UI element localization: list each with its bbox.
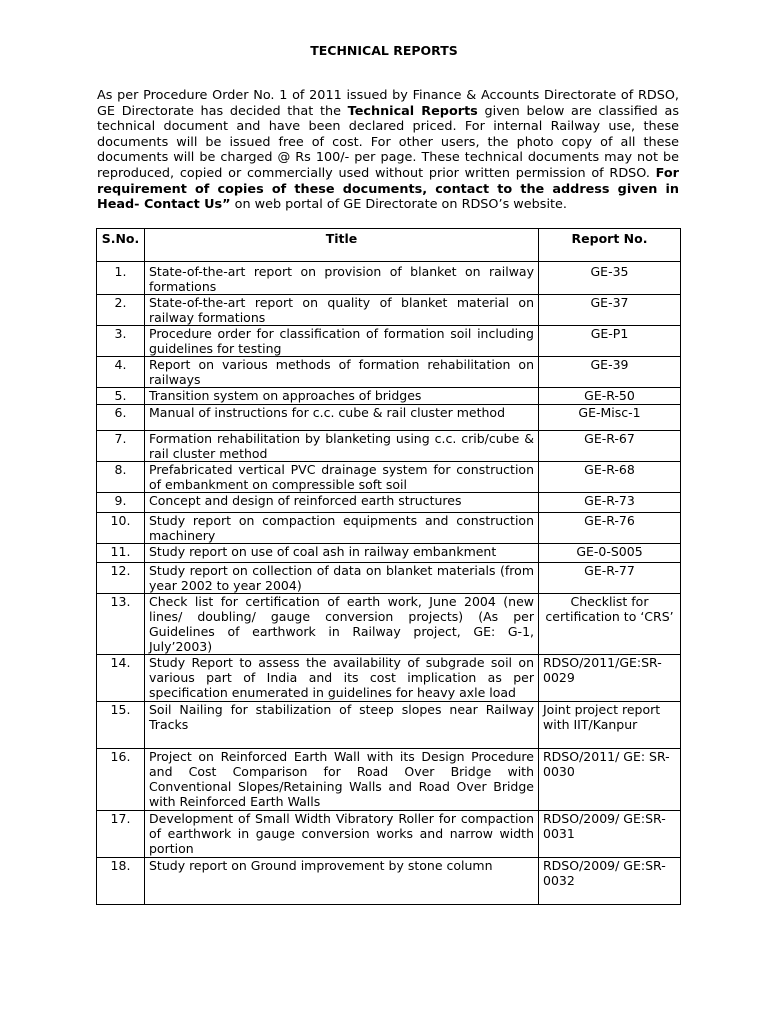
row-report-no: GE-P1: [539, 326, 681, 357]
table-row: [97, 858, 681, 905]
row-report-no: Joint project report with IIT/Kanpur: [539, 702, 681, 749]
row-sno: 9.: [97, 493, 145, 513]
header-report-no: Report No.: [539, 229, 681, 262]
table-row: [97, 493, 681, 513]
row-sno: 2.: [97, 295, 145, 326]
row-sno: 4.: [97, 357, 145, 388]
row-sno: 16.: [97, 749, 145, 811]
table-row: [97, 702, 681, 749]
row-title: Development of Small Width Vibratory Roller for compaction of earthwork in gauge conversion works and narrow width portion: [145, 811, 539, 858]
row-title: Study report on use of coal ash in railway embankment: [145, 544, 539, 563]
row-report-no: RDSO/2011/ GE: SR-0030: [539, 749, 681, 811]
row-sno: 5.: [97, 388, 145, 405]
row-sno: 13.: [97, 594, 145, 655]
row-sno: 11.: [97, 544, 145, 563]
row-title: Study report on compaction equipments and construction machinery: [145, 513, 539, 544]
table-row: [97, 594, 681, 655]
row-report-no: GE-35: [539, 262, 681, 295]
table-row: [97, 431, 681, 462]
row-sno: 10.: [97, 513, 145, 544]
row-title: Manual of instructions for c.c. cube & rail cluster method: [145, 405, 539, 431]
row-report-no: GE-R-68: [539, 462, 681, 493]
row-report-no: RDSO/2011/GE:SR-0029: [539, 655, 681, 702]
row-report-no: RDSO/2009/ GE:SR-0032: [539, 858, 681, 905]
row-title: State-of-the-art report on provision of blanket on railway formations: [145, 262, 539, 295]
intro-paragraph: [97, 88, 679, 213]
table-row: [97, 811, 681, 858]
row-report-no: RDSO/2009/ GE:SR-0031: [539, 811, 681, 858]
row-title: Soil Nailing for stabilization of steep slopes near Railway Tracks: [145, 702, 539, 749]
row-title: Concept and design of reinforced earth structures: [145, 493, 539, 513]
row-report-no: GE-R-77: [539, 563, 681, 594]
row-sno: 7.: [97, 431, 145, 462]
row-title: Project on Reinforced Earth Wall with its Design Procedure and Cost Comparison for Road Over Bridge with Conventional Slopes/Retaining Walls and Road Over Bridge with Reinforced Earth Walls: [145, 749, 539, 811]
row-report-no: Checklist for certification to ‘CRS’: [539, 594, 681, 655]
header-sno: S.No.: [97, 229, 145, 262]
intro-text-3: on web portal of GE Directorate on RDSO’s website.: [230, 197, 567, 213]
row-sno: 6.: [97, 405, 145, 431]
intro-bold-1: Technical Reports: [347, 103, 478, 119]
row-title: Check list for certification of earth work, June 2004 (new lines/ doubling/ gauge conversion projects) (As per Guidelines of earthwork in Railway project, GE: G-1, July’2003): [145, 594, 539, 655]
table-row: [97, 513, 681, 544]
row-report-no: GE-R-67: [539, 431, 681, 462]
row-report-no: GE-R-76: [539, 513, 681, 544]
table-row: [97, 262, 681, 295]
row-report-no: GE-0-S005: [539, 544, 681, 563]
intro-text-2: given below are classified as technical document and have been declared priced. For internal Railway use, these documents will be issued free of cost. For other users, the photo copy of all these documents will be charged @ Rs 100/- per page. These technical documents may not be reproduced, copied or commercially used without prior written permission of RDSO.: [97, 103, 679, 181]
intro-text-1: As per Procedure Order No. 1 of 2011 issued by Finance & Accounts Directorate of RDSO, GE Directorate has decided that the: [97, 88, 679, 119]
row-sno: 14.: [97, 655, 145, 702]
intro-bold-2: For requirement of copies of these documents, contact to the address given in Head- Contact Us”: [97, 165, 679, 213]
row-title: Procedure order for classification of formation soil including guidelines for testing: [145, 326, 539, 357]
reports-table: [96, 228, 681, 905]
table-row: [97, 357, 681, 388]
table-row: [97, 326, 681, 357]
header-title: Title: [145, 229, 539, 262]
row-title: Formation rehabilitation by blanketing using c.c. crib/cube & rail cluster method: [145, 431, 539, 462]
table-row: [97, 655, 681, 702]
row-title: Study report on Ground improvement by stone column: [145, 858, 539, 905]
row-report-no: GE-Misc-1: [539, 405, 681, 431]
table-row: [97, 462, 681, 493]
row-sno: 12.: [97, 563, 145, 594]
row-report-no: GE-R-73: [539, 493, 681, 513]
row-sno: 3.: [97, 326, 145, 357]
row-title: Study report on collection of data on blanket materials (from year 2002 to year 2004): [145, 563, 539, 594]
row-title: Study Report to assess the availability of subgrade soil on various part of India and its cost implication as per specification enumerated in guidelines for heavy axle load: [145, 655, 539, 702]
row-sno: 15.: [97, 702, 145, 749]
row-title: Report on various methods of formation rehabilitation on railways: [145, 357, 539, 388]
row-title: Prefabricated vertical PVC drainage system for construction of embankment on compressible soft soil: [145, 462, 539, 493]
table-row: [97, 563, 681, 594]
table-row: [97, 544, 681, 563]
table-row: [97, 295, 681, 326]
table-row: [97, 388, 681, 405]
row-report-no: GE-39: [539, 357, 681, 388]
row-sno: 17.: [97, 811, 145, 858]
row-sno: 18.: [97, 858, 145, 905]
row-sno: 1.: [97, 262, 145, 295]
row-report-no: GE-R-50: [539, 388, 681, 405]
row-title: Transition system on approaches of bridges: [145, 388, 539, 405]
table-row: [97, 405, 681, 431]
row-title: State-of-the-art report on quality of blanket material on railway formations: [145, 295, 539, 326]
page-title: TECHNICAL REPORTS: [310, 43, 458, 58]
row-sno: 8.: [97, 462, 145, 493]
table-row: [97, 749, 681, 811]
row-report-no: GE-37: [539, 295, 681, 326]
table-header-row: [97, 229, 681, 262]
